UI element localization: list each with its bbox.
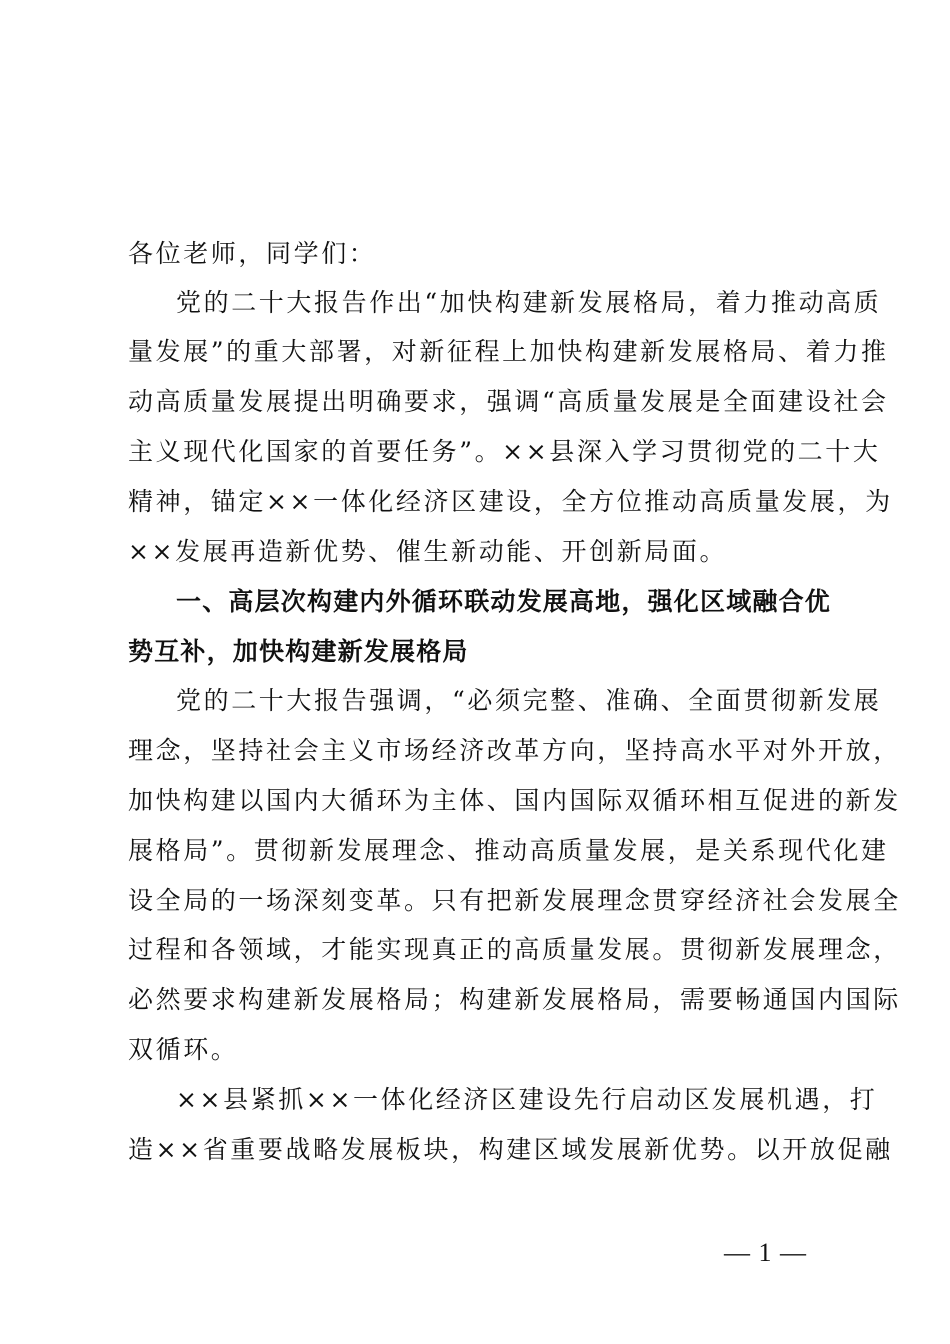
section-heading-line-2: 势互补，加快构建新发展格局 [128,637,469,666]
paragraph-2-line-6: 过程和各领域，才能实现真正的高质量发展。贯彻新发展理念， [128,935,901,964]
paragraph-2-line-7: 必然要求构建新发展格局；构建新发展格局，需要畅通国内国际 [128,985,901,1014]
paragraph-2-line-4: 展格局”。贯彻新发展理念、推动高质量发展，是关系现代化建 [128,836,889,865]
section-heading-line-1: 一、高层次构建内外循环联动发展高地，强化区域融合优 [176,587,832,616]
paragraph-1-line-6: ××发展再造新优势、催生新动能、开创新局面。 [128,537,728,566]
paragraph-1-line-3: 动高质量发展提出明确要求，强调“高质量发展是全面建设社会 [128,387,889,416]
paragraph-2-line-1: 党的二十大报告强调，“必须完整、准确、全面贯彻新发展 [176,686,882,715]
paragraph-3-line-2: 造××省重要战略发展板块，构建区域发展新优势。以开放促融 [128,1135,893,1164]
paragraph-1-line-4: 主义现代化国家的首要任务”。××县深入学习贯彻党的二十大 [128,437,881,466]
paragraph-1-line-1: 党的二十大报告作出“加快构建新发展格局，着力推动高质 [176,288,882,317]
paragraph-2-line-8: 双循环。 [128,1035,239,1064]
paragraph-1-line-5: 精神，锚定××一体化经济区建设，全方位推动高质量发展，为 [128,487,893,516]
paragraph-1-line-2: 量发展”的重大部署，对新征程上加快构建新发展格局、着力推 [128,337,889,366]
paragraph-2-line-5: 设全局的一场深刻变革。只有把新发展理念贯穿经济社会发展全 [128,886,901,915]
paragraph-3-line-1: ××县紧抓××一体化经济区建设先行启动区发展机遇，打 [176,1085,878,1114]
paragraph-2-line-2: 理念，坚持社会主义市场经济改革方向，坚持高水平对外开放， [128,736,901,765]
paragraph-2-line-3: 加快构建以国内大循环为主体、国内国际双循环相互促进的新发 [128,786,901,815]
page-number: — 1 — [724,1238,807,1267]
greeting: 各位老师，同学们： [128,239,377,268]
